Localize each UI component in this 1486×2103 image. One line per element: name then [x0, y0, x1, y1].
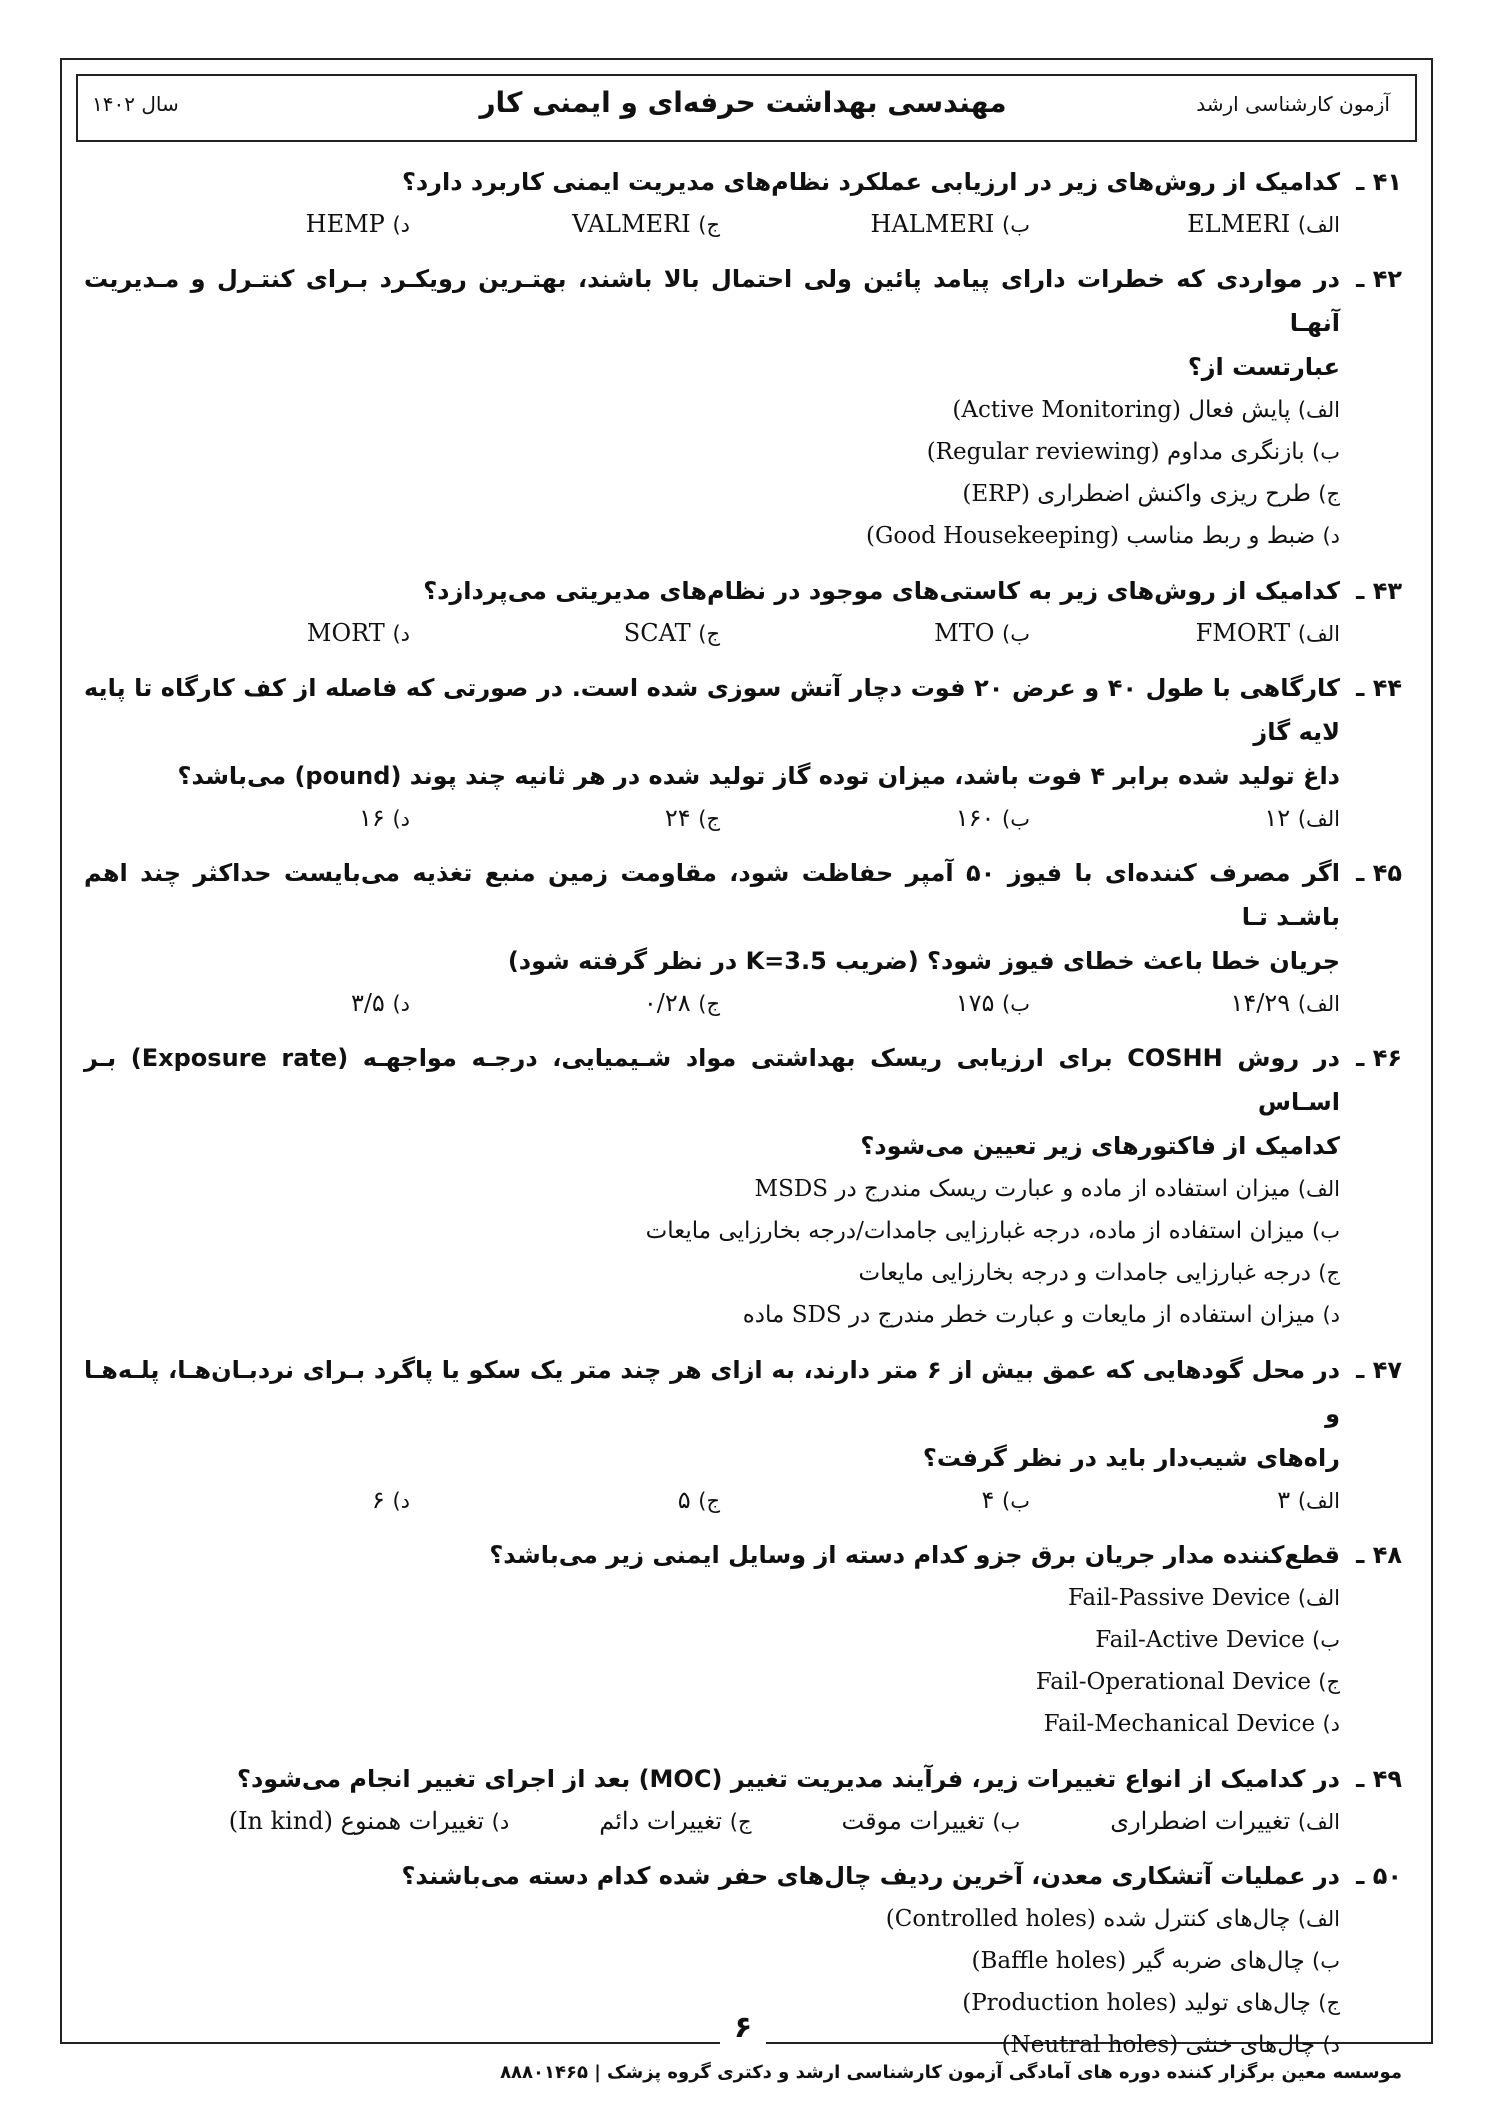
option-text: ۱۶	[359, 804, 385, 832]
option-text: Fail-Active Device	[1095, 1627, 1305, 1653]
option-letter: د)	[1322, 1303, 1340, 1327]
option-text: ۶	[371, 1486, 385, 1514]
question-block	[84, 160, 1402, 245]
option-text: چال‌های کنترل شده (Controlled holes)	[885, 1906, 1291, 1932]
option-text: MTO	[934, 619, 995, 647]
answer-option[interactable]	[100, 613, 410, 654]
question-block	[84, 1533, 1402, 1745]
options-group	[84, 204, 1402, 245]
question-text: اگر مصرف کننده‌ای با فیوز ۵۰ آمپر حفاظت شود، مقاومت زمین منبع تغذیه می‌بایست حداکثر چند اهم باشـد تـا	[84, 859, 1340, 931]
answer-option[interactable]	[410, 204, 720, 245]
option-letter: الف)	[1297, 992, 1340, 1016]
option-text: میزان استفاده از ماده، درجه غبارزایی جامدات/درجه بخارزایی مایعات	[645, 1218, 1305, 1244]
question-number: ۴۶ ـ	[1356, 1044, 1402, 1072]
option-text: HEMP	[305, 210, 385, 238]
answer-option[interactable]	[1030, 798, 1340, 839]
option-letter: ج)	[698, 992, 720, 1016]
option-letter: ب)	[1002, 622, 1030, 646]
option-text: درجه غبارزایی جامدات و درجه بخارزایی مایعات	[858, 1260, 1311, 1286]
question-text-continued: جریان خطا باعث خطای فیوز شود؟ (ضریب K=3.5 در نظر گرفته شود)	[507, 947, 1340, 975]
footer-text: موسسه معین برگزار کننده دوره های آمادگی آزمون کارشناسی ارشد و دکتری گروه پزشک | ۸۸۸۰۱۴۶۵	[500, 2062, 1402, 2083]
question-number: ۴۲ ـ	[1356, 265, 1402, 293]
option-text: ۱۶۰	[955, 804, 995, 832]
answer-option[interactable]	[1110, 1801, 1340, 1842]
question-text-continued: داغ تولید شده برابر ۴ فوت باشد، میزان توده گاز تولید شده در هر ثانیه چند پوند (pound) می‌باشد؟	[177, 762, 1340, 790]
option-text: ۵	[677, 1486, 691, 1514]
option-letter: ج)	[729, 1810, 752, 1834]
option-letter: ج)	[1318, 1670, 1340, 1694]
option-letter: ج)	[1318, 1261, 1340, 1285]
option-letter: الف)	[1297, 1907, 1340, 1931]
option-text: ضبط و ربط مناسب (Good Housekeeping)	[866, 523, 1316, 549]
answer-option[interactable]	[1030, 613, 1340, 654]
answer-option[interactable]	[720, 983, 1030, 1024]
answer-option[interactable]	[84, 1898, 1340, 1940]
option-letter: ب)	[1312, 440, 1340, 464]
option-letter: ج)	[698, 1489, 720, 1513]
page-number: ۶	[0, 2010, 1486, 2045]
question-text-continued: عبارتست از؟	[1187, 353, 1340, 381]
question-block	[84, 257, 1402, 557]
answer-option[interactable]	[1030, 204, 1340, 245]
question-text: کدامیک از روش‌های زیر به کاستی‌های موجود در نظام‌های مدیریتی می‌پردازد؟	[423, 577, 1340, 605]
option-letter: الف)	[1297, 807, 1340, 831]
question-text-continued: راه‌های شیب‌دار باید در نظر گرفت؟	[922, 1444, 1340, 1472]
answer-option[interactable]	[100, 1480, 410, 1521]
option-text: تغییرات موقت	[841, 1807, 985, 1835]
question-number: ۴۴ ـ	[1356, 674, 1402, 702]
option-text: Fail-Operational Device	[1035, 1669, 1311, 1695]
option-text: میزان استفاده از مایعات و عبارت خطر مندرج در SDS ماده	[742, 1302, 1316, 1328]
question-number: ۴۵ ـ	[1356, 859, 1402, 887]
answer-option[interactable]	[842, 1801, 1021, 1842]
question-block	[84, 851, 1402, 1024]
question-number: ۴۱ ـ	[1356, 168, 1402, 196]
option-text: ۱۷۵	[955, 989, 995, 1017]
option-text: طرح ریزی واکنش اضطراری (ERP)	[962, 481, 1311, 507]
answer-option[interactable]	[84, 1703, 1340, 1745]
option-letter: د)	[1322, 524, 1340, 548]
option-text: میزان استفاده از ماده و عبارت ریسک مندرج در MSDS	[754, 1176, 1291, 1202]
option-letter: ج)	[698, 622, 720, 646]
answer-option[interactable]	[410, 983, 720, 1024]
option-text: ۱۲	[1264, 804, 1291, 832]
question-text: قطع‌کننده مدار جریان برق جزو کدام دسته از وسایل ایمنی زیر می‌باشد؟	[489, 1541, 1340, 1569]
option-letter: ب)	[992, 1810, 1021, 1834]
answer-option[interactable]	[720, 613, 1030, 654]
answer-option[interactable]	[84, 1619, 1340, 1661]
answer-option[interactable]	[84, 1940, 1340, 1982]
options-group	[84, 798, 1402, 839]
answer-option[interactable]	[599, 1801, 751, 1842]
answer-option[interactable]	[84, 1294, 1340, 1336]
option-text: Fail-Passive Device	[1067, 1585, 1291, 1611]
question-text: در مواردی که خطرات دارای پیامد پائین ولی احتمال بالا باشند، بهتـرین رویکـرد بـرای کنتـرل و مـدیریت آنهـا	[84, 265, 1340, 337]
answer-option[interactable]	[410, 798, 720, 839]
question-block	[84, 569, 1402, 654]
option-letter: الف)	[1297, 1586, 1340, 1610]
options-group	[84, 613, 1402, 654]
option-letter: الف)	[1297, 622, 1340, 646]
option-text: SCAT	[623, 619, 691, 647]
subject-title: مهندسی بهداشت حرفه‌ای و ایمنی کار	[479, 86, 1007, 119]
answer-option[interactable]	[84, 1252, 1340, 1294]
question-text: کدامیک از روش‌های زیر در ارزیابی عملکرد نظام‌های مدیریت ایمنی کاربرد دارد؟	[401, 168, 1340, 196]
question-text: در عملیات آتشکاری معدن، آخرین ردیف چال‌های حفر شده کدام دسته می‌باشند؟	[401, 1862, 1340, 1890]
option-letter: الف)	[1297, 398, 1340, 422]
option-letter: الف)	[1297, 1177, 1340, 1201]
options-group	[84, 1480, 1402, 1521]
answer-option[interactable]	[100, 798, 410, 839]
question-block	[84, 1348, 1402, 1521]
option-text: ۱۴/۲۹	[1230, 989, 1291, 1017]
option-letter: ب)	[1002, 213, 1030, 237]
question-text: کارگاهی با طول ۴۰ و عرض ۲۰ فوت دچار آتش سوزی شده است. در صورتی که فاصله از کف کارگاه تا پایه لایه گاز	[84, 674, 1340, 746]
answer-option[interactable]	[84, 1577, 1340, 1619]
option-letter: د)	[392, 1489, 410, 1513]
question-block	[84, 1036, 1402, 1336]
answer-option[interactable]	[84, 389, 1340, 431]
option-text: ELMERI	[1187, 210, 1291, 238]
question-block	[84, 666, 1402, 839]
option-text: ۴	[981, 1486, 995, 1514]
answer-option[interactable]	[84, 1661, 1340, 1703]
answer-option[interactable]	[229, 1801, 510, 1842]
option-letter: د)	[392, 807, 410, 831]
option-text: بازنگری مداوم (Regular reviewing)	[926, 439, 1305, 465]
answer-option[interactable]	[84, 1168, 1340, 1210]
option-text: MORT	[306, 619, 385, 647]
option-text: ۳/۵	[350, 989, 385, 1017]
option-text: چال‌های خنثی (Neutral holes)	[1001, 2032, 1316, 2058]
options-group	[84, 1801, 1402, 1842]
option-text: ۳	[1277, 1486, 1291, 1514]
option-letter: ج)	[698, 807, 720, 831]
question-text: در کدامیک از انواع تغییرات زیر، فرآیند مدیریت تغییر (MOC) بعد از اجرای تغییر انجام می‌شود؟	[237, 1765, 1340, 1793]
option-text: VALMERI	[571, 210, 691, 238]
question-text: در روش COSHH برای ارزیابی ریسک بهداشتی مواد شـیمیایی، درجـه مواجهـه (Exposure rate) بـر اسـاس	[84, 1044, 1340, 1116]
answer-option[interactable]	[100, 983, 410, 1024]
answer-option[interactable]	[84, 473, 1340, 515]
question-number: ۴۳ ـ	[1356, 577, 1402, 605]
question-text: در محل گودهایی که عمق بیش از ۶ متر دارند، به ازای هر چند متر یک سکو یا پاگرد بـرای نردبـان‌هـا، پلـه‌هـا و	[84, 1356, 1341, 1428]
option-letter: ج)	[698, 213, 720, 237]
options-group	[84, 1577, 1402, 1745]
question-number: ۴۷ ـ	[1356, 1356, 1402, 1384]
option-text: FMORT	[1195, 619, 1291, 647]
option-letter: ج)	[1318, 1991, 1340, 2015]
option-letter: د)	[1322, 1712, 1340, 1736]
question-text-continued: کدامیک از فاکتورهای زیر تعیین می‌شود؟	[860, 1132, 1340, 1160]
options-group	[84, 389, 1402, 557]
option-letter: د)	[491, 1810, 510, 1834]
answer-option[interactable]	[84, 431, 1340, 473]
option-text: تغییرات اضطراری	[1110, 1807, 1291, 1835]
answer-option[interactable]	[1030, 983, 1340, 1024]
answer-option[interactable]	[1030, 1480, 1340, 1521]
option-letter: د)	[1322, 2033, 1340, 2057]
answer-option[interactable]	[720, 204, 1030, 245]
option-letter: الف)	[1297, 213, 1340, 237]
option-text: Fail-Mechanical Device	[1043, 1711, 1316, 1737]
option-letter: ب)	[1312, 1219, 1340, 1243]
question-number: ۵۰ ـ	[1356, 1862, 1402, 1890]
option-letter: د)	[392, 213, 410, 237]
option-text: چال‌های تولید (Production holes)	[962, 1990, 1311, 2016]
question-number: ۴۹ ـ	[1356, 1765, 1402, 1793]
options-group	[84, 1168, 1402, 1336]
question-block	[84, 1757, 1402, 1842]
answer-option[interactable]	[84, 515, 1340, 557]
option-letter: الف)	[1297, 1489, 1340, 1513]
exam-year: سال ۱۴۰۲	[92, 92, 179, 116]
option-letter: ج)	[1318, 482, 1340, 506]
option-letter: د)	[392, 992, 410, 1016]
answer-option[interactable]	[720, 798, 1030, 839]
question-number: ۴۸ ـ	[1356, 1541, 1402, 1569]
option-letter: ب)	[1002, 807, 1030, 831]
answer-option[interactable]	[410, 613, 720, 654]
exam-title: آزمون کارشناسی ارشد	[1196, 92, 1390, 116]
answer-option[interactable]	[720, 1480, 1030, 1521]
option-letter: ب)	[1312, 1949, 1340, 1973]
option-letter: ب)	[1002, 1489, 1030, 1513]
answer-option[interactable]	[100, 204, 410, 245]
option-text: ۲۴	[664, 804, 691, 832]
option-letter: د)	[392, 622, 410, 646]
option-text: HALMERI	[870, 210, 995, 238]
options-group	[84, 983, 1402, 1024]
option-text: چال‌های ضربه گیر (Baffle holes)	[971, 1948, 1305, 1974]
option-text: پایش فعال (Active Monitoring)	[952, 397, 1291, 423]
option-text: ۰/۲۸	[643, 989, 691, 1017]
answer-option[interactable]	[84, 1210, 1340, 1252]
option-text: تغییرات همنوع (In kind)	[228, 1807, 485, 1835]
option-letter: الف)	[1297, 1810, 1340, 1834]
question-list	[84, 160, 1402, 2078]
option-letter: ب)	[1312, 1628, 1340, 1652]
option-text: تغییرات دائم	[599, 1807, 723, 1835]
option-letter: ب)	[1002, 992, 1030, 1016]
answer-option[interactable]	[410, 1480, 720, 1521]
